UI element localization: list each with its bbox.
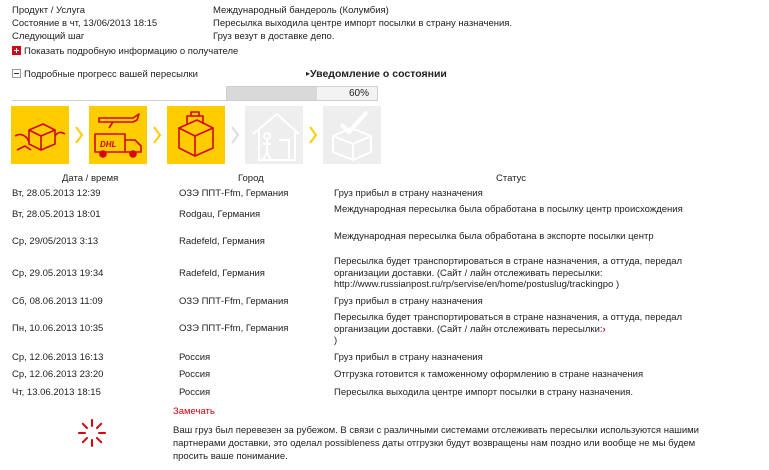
state-label: Состояние в чт, 13/06/2013 18:15 [12, 18, 158, 29]
product-value: Международный бандероль (Колумбия) [213, 5, 389, 16]
row-date: Сб, 08.06.2013 11:09 [12, 296, 103, 307]
status-notice-tab[interactable] [306, 68, 447, 80]
chevron-right-icon [152, 125, 162, 145]
row-date: Ср, 29/05/2013 3:13 [12, 236, 99, 247]
show-recipient-toggle[interactable] [12, 46, 238, 57]
progress-fill [227, 87, 317, 100]
step-house-delivery [245, 106, 303, 164]
progress-bar [226, 86, 378, 101]
row-status: Международная пересылка была обработана в экспорте посылки центр [334, 231, 654, 242]
step-plane-truck [89, 106, 147, 164]
next-step-value: Груз везут в доставке депо. [213, 31, 335, 42]
row-status-tail: ) [334, 335, 338, 346]
row-status: Груз прибыл в страну назначения [334, 296, 483, 307]
row-date: Ср, 29.05.2013 19:34 [12, 268, 104, 279]
progress-details-label: Подробные прогресс вашей пересылки [24, 69, 198, 80]
row-city: Россия [179, 387, 211, 398]
row-city: ОЗЭ ППТ-Ffm, Германия [179, 188, 289, 199]
column-header-city: Город [238, 173, 264, 184]
step-package-handover [11, 106, 69, 164]
row-city: Radefeld, Германия [179, 268, 265, 279]
row-city: Radefeld, Германия [179, 236, 265, 247]
status-notice-arrow-icon: ▸ [306, 69, 311, 78]
notice-text: Ваш груз был перевезен за рубежом. В связи с различными системами отслеживать пересылки используются нашими партнерами доставки, это оделал possibleness даты отгрузки будут возвращены нам поздно или вообще не мы будем просить ваше понимание. [173, 425, 699, 462]
column-header-date: Дата / время [62, 173, 119, 184]
collapse-minus-icon [12, 69, 21, 78]
column-header-status: Статус [496, 173, 527, 184]
row-city: ОЗЭ ППТ-Ffm, Германия [179, 296, 289, 307]
plane-truck-icon [89, 106, 147, 164]
state-value: Пересылка выходила центре импорт посылки в страну назначения. [213, 18, 513, 29]
row-status: Отгрузка готовится к таможенному оформлению в стране назначения [334, 369, 644, 380]
row-date: Пн, 10.06.2013 10:35 [12, 323, 104, 334]
chevron-right-icon [230, 125, 240, 145]
row-status: Международная пересылка была обработана в посылку центр происхождения [334, 204, 683, 215]
progress-percent: 60% [348, 88, 369, 99]
house-delivery-icon [245, 106, 303, 164]
progress-details-toggle[interactable] [12, 69, 198, 80]
notice-title: Замечать [173, 406, 215, 417]
row-date: Ср, 12.06.2013 16:13 [12, 352, 104, 363]
clipped-top-line [12, 0, 292, 2]
step-open-box [167, 106, 225, 164]
row-date: Чт, 13.06.2013 18:15 [12, 387, 101, 398]
row-status: Груз прибыл в страну назначения [334, 352, 483, 363]
row-status: Груз прибыл в страну назначения [334, 188, 483, 199]
row-status [334, 312, 694, 347]
row-city: ОЗЭ ППТ-Ffm, Германия [179, 323, 289, 334]
row-date: Ср, 12.06.2013 23:20 [12, 369, 104, 380]
package-handover-icon [11, 106, 69, 164]
row-status: Пересылка выходила центре импорт посылки в страну назначения. [334, 387, 634, 398]
row-status-text: Пересылка будет транспортироваться в стране назначения, а оттуда, передал организации доставки. (Сайт / лайн отслеживать пересылки: [334, 312, 683, 335]
step-box-checkmark [323, 106, 381, 164]
chevron-right-icon [308, 125, 318, 145]
show-recipient-label: Показать подробную информацию о получателе [24, 46, 239, 57]
row-status: Пересылка будет транспортироваться в стране назначения, а оттуда, передал организации доставки. (Сайт / лайн отслеживать пересылки: http://www.russianpost.ru/rp/servise/en/home/postuslug/trackingpo ) [334, 256, 683, 290]
expand-plus-icon [12, 46, 21, 55]
row-date: Вт, 28.05.2013 12:39 [12, 188, 101, 199]
row-city: Россия [179, 352, 211, 363]
row-date: Вт, 28.05.2013 18:01 [12, 209, 101, 220]
status-notice-heading: Уведомление о состоянии [310, 68, 447, 80]
more-arrow-icon[interactable]: › [602, 323, 606, 335]
loading-spinner-icon [77, 418, 107, 448]
next-step-label: Следующий шаг [12, 31, 85, 42]
box-checkmark-icon [323, 106, 381, 164]
product-label: Продукт / Услуга [12, 5, 85, 16]
chevron-right-icon [74, 125, 84, 145]
svg-text:DHL: DHL [100, 140, 117, 149]
open-box-icon [167, 106, 225, 164]
row-city: Россия [179, 369, 211, 380]
row-city: Rodgau, Германия [179, 209, 261, 220]
